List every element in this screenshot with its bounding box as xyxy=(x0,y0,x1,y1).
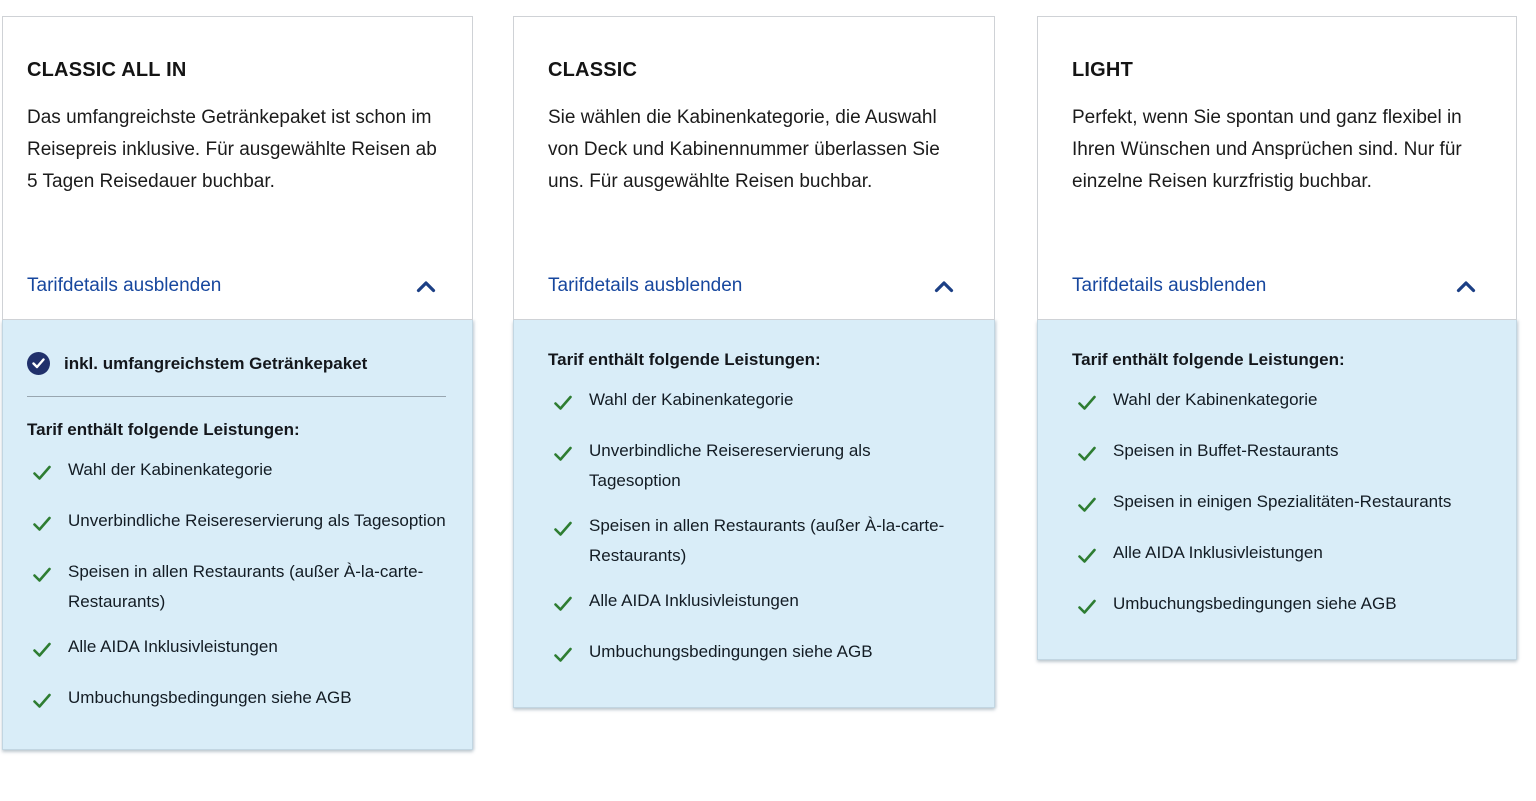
check-icon xyxy=(554,442,572,472)
feature-item xyxy=(554,385,960,421)
tariff-details-toggle[interactable] xyxy=(548,275,954,297)
check-icon xyxy=(1078,595,1096,625)
feature-item xyxy=(1078,385,1482,421)
check-icon xyxy=(554,391,572,421)
feature-text: Speisen in allen Restaurants (außer À-la-carte-Restaurants) xyxy=(68,562,424,611)
toggle-label: Tarifdetails ausblenden xyxy=(1072,275,1267,296)
card-description: Das umfangreichste Getränkepaket ist schon im Reisepreis inklusive. Für ausgewählte Reisen ab 5 Tagen Reisedauer buchbar. xyxy=(27,107,437,192)
check-icon xyxy=(1078,442,1096,472)
check-icon xyxy=(33,563,51,593)
feature-text: Alle AIDA Inklusivleistungen xyxy=(68,637,278,656)
card-title: LIGHT xyxy=(1072,59,1133,81)
card-title: CLASSIC xyxy=(548,59,638,81)
check-icon xyxy=(1078,544,1096,574)
feature-item xyxy=(554,511,960,571)
feature-text: Alle AIDA Inklusivleistungen xyxy=(1113,543,1323,562)
feature-text: Umbuchungsbedingungen siehe AGB xyxy=(68,688,352,707)
feature-item xyxy=(33,557,448,617)
feature-item xyxy=(554,637,960,673)
check-icon xyxy=(33,689,51,719)
feature-item xyxy=(1078,487,1482,523)
check-circle-icon xyxy=(27,352,50,375)
feature-list xyxy=(27,455,448,719)
tariff-card-classic xyxy=(513,16,995,708)
included-services-heading: Tarif enthält folgende Leistungen: xyxy=(27,420,300,439)
feature-text: Speisen in allen Restaurants (außer À-la-carte-Restaurants) xyxy=(589,516,945,565)
feature-item xyxy=(1078,436,1482,472)
check-icon xyxy=(554,517,572,547)
feature-text: Wahl der Kabinenkategorie xyxy=(68,460,273,479)
card-header xyxy=(1037,16,1517,320)
tariff-details-toggle[interactable] xyxy=(1072,275,1476,297)
tariff-details-panel xyxy=(2,320,473,750)
tariff-details-panel xyxy=(1037,320,1517,660)
feature-text: Umbuchungsbedingungen siehe AGB xyxy=(1113,594,1397,613)
chevron-up-icon xyxy=(934,280,954,293)
card-description: Perfekt, wenn Sie spontan und ganz flexibel in Ihren Wünschen und Ansprüchen sind. Nur für einzelne Reisen kurzfristig buchbar. xyxy=(1072,107,1462,192)
card-description: Sie wählen die Kabinenkategorie, die Auswahl von Deck und Kabinennummer überlassen Sie uns. Für ausgewählte Reisen buchbar. xyxy=(548,107,940,192)
tariff-details-panel xyxy=(513,320,995,708)
feature-text: Alle AIDA Inklusivleistungen xyxy=(589,591,799,610)
feature-item xyxy=(1078,589,1482,625)
feature-item xyxy=(1078,538,1482,574)
feature-item xyxy=(554,586,960,622)
feature-item xyxy=(33,632,448,668)
tariff-details-toggle[interactable] xyxy=(27,275,436,297)
feature-text: Unverbindliche Reisereservierung als Tagesoption xyxy=(589,441,871,490)
feature-item xyxy=(554,436,960,496)
feature-item xyxy=(33,455,448,491)
check-icon xyxy=(554,592,572,622)
toggle-label: Tarifdetails ausblenden xyxy=(548,275,743,296)
card-title: CLASSIC ALL IN xyxy=(27,59,187,81)
included-services-heading: Tarif enthält folgende Leistungen: xyxy=(548,350,821,369)
feature-item xyxy=(33,506,448,542)
toggle-label: Tarifdetails ausblenden xyxy=(27,275,222,296)
feature-list xyxy=(1072,385,1482,625)
check-icon xyxy=(33,461,51,491)
check-icon xyxy=(1078,391,1096,421)
card-header xyxy=(513,16,995,320)
chevron-up-icon xyxy=(1456,280,1476,293)
feature-item xyxy=(33,683,448,719)
check-icon xyxy=(554,643,572,673)
drink-package-highlight xyxy=(27,352,448,375)
check-icon xyxy=(1078,493,1096,523)
feature-text: Speisen in Buffet-Restaurants xyxy=(1113,441,1339,460)
check-icon xyxy=(33,512,51,542)
tariff-card-classic-all-in xyxy=(2,16,473,750)
divider xyxy=(27,396,446,397)
check-icon xyxy=(33,638,51,668)
feature-text: Umbuchungsbedingungen siehe AGB xyxy=(589,642,873,661)
feature-text: Speisen in einigen Spezialitäten-Restaurants xyxy=(1113,492,1452,511)
feature-list xyxy=(548,385,960,673)
included-services-heading: Tarif enthält folgende Leistungen: xyxy=(1072,350,1345,369)
tariff-card-light xyxy=(1037,16,1517,660)
card-header xyxy=(2,16,473,320)
highlight-label: inkl. umfangreichstem Getränkepaket xyxy=(64,353,368,373)
feature-text: Wahl der Kabinenkategorie xyxy=(589,390,794,409)
feature-text: Wahl der Kabinenkategorie xyxy=(1113,390,1318,409)
feature-text: Unverbindliche Reisereservierung als Tagesoption xyxy=(68,511,446,530)
chevron-up-icon xyxy=(416,280,436,293)
